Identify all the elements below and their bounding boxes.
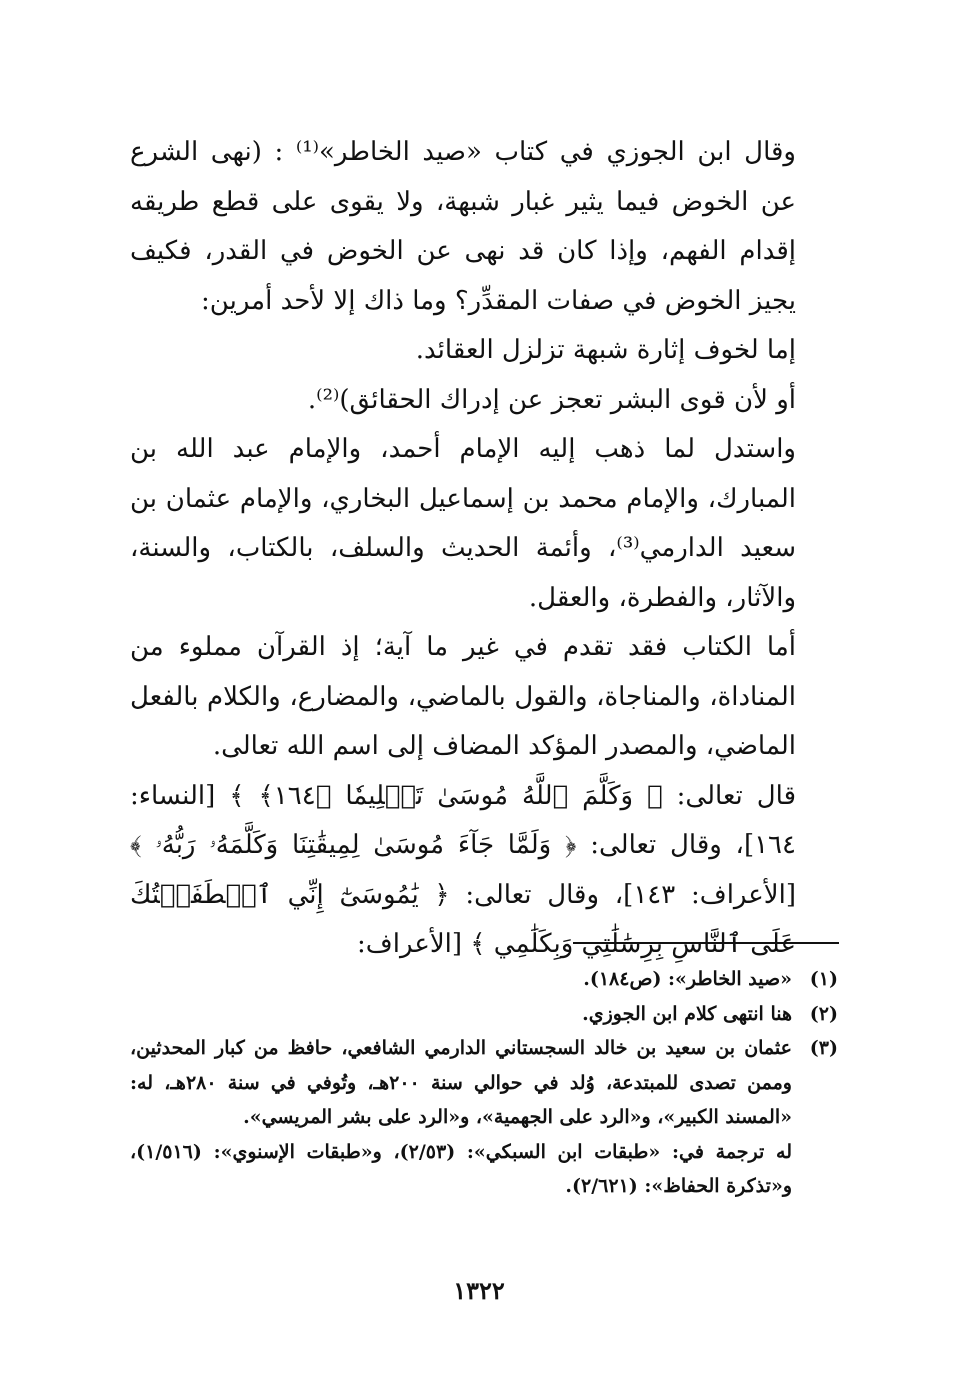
paragraph-ibn-jawzi-quote: وقال ابن الجوزي في كتاب «صيد الخاطر»⁽¹⁾ : (نهى الشرع عن الخوض فيما يثير غبار شبهة، ولا يقوى على قطع طريقه إقدام الفهم، وإذا كان قد نهى عن الخوض في القدر، فكيف يجيز الخوض في صفات المقدِّر؟ وما ذاك إلا لأحد أمرين: — [130, 137, 796, 316]
footnote-item — [130, 962, 840, 997]
footnote-text: «صيد الخاطر»: (ص١٨٤). — [583, 968, 792, 990]
paragraph-quran-verses: قال تعالى: ﴿ وَكَلَّمَ ٱللَّهُ مُوسَىٰ تَكۡلِيمٗا ﴿١٦٤﴾ ﴾ [النساء: ١٦٤]، وقال تعالى: ﴿ وَلَمَّا جَآءَ مُوسَىٰ لِمِيقَٰتِنَا وَكَلَّمَهُۥ رَبُّهُۥ ﴾ [الأعراف: ١٤٣]، وقال تعالى: ﴿ يَٰمُوسَىٰٓ إِنِّي ٱصۡطَفَيۡتُكَ عَلَى ٱلنَّاسِ بِرِسَٰلَٰتِي وَبِكَلَٰمِي ﴾ [الأعراف: — [130, 780, 797, 959]
footnote-continuation: له ترجمة في: «طبقات ابن السبكي»: (٢/٥٣)، و«طبقات الإسنوي»: (١/٥١٦)، و«تذكرة الحفاظ»: (٢/٦٢١). — [130, 1140, 792, 1197]
page-number: ١٣٢٢ — [453, 1276, 505, 1305]
footnote-text: هنا انتهى كلام ابن الجوزي. — [582, 1002, 792, 1025]
footnote-number: (١) — [809, 968, 838, 990]
paragraph-second-reason: أو لأن قوى البشر تعجز عن إدراك الحقائق)⁽²⁾. — [307, 384, 796, 415]
main-text — [130, 128, 840, 970]
footnote-number: (٢) — [809, 1002, 838, 1025]
footnotes — [130, 962, 840, 1204]
paragraph-first-reason: إما لخوف إثارة شبهة تزلزل العقائد. — [415, 335, 796, 365]
footnote-divider — [573, 942, 839, 944]
footnote-number: (٣) — [809, 1037, 838, 1059]
paragraph-imams-evidence: واستدل لما ذهب إليه الإمام أحمد، والإمام عبد الله بن المبارك، والإمام محمد بن إسماعيل البخاري، والإمام عثمان بن سعيد الدارمي⁽³⁾، وأئمة الحديث والسلف، بالكتاب، والسنة، والآثار، والفطرة، والعقل. — [130, 434, 796, 613]
footnote-text: عثمان بن سعيد بن خالد السجستاني الدارمي الشافعي، حافظ من كبار المحدثين، وممن تصدى للمبتدعة، وُلد في حوالي سنة ٢٠٠هـ، وتُوفي في سنة ٢٨٠هـ، له: «المسند الكبير»، و«الرد على الجهمية»، و«الرد على بشر المريسي». — [130, 1037, 792, 1128]
paragraph-book-evidence: أما الكتاب فقد تقدم في غير ما آية؛ إذ القرآن مملوء من المناداة، والمناجاة، والقول بالماضي، والمضارع، والكلام بالفعل الماضي، والمصدر المؤكد المضاف إلى اسم الله تعالى. — [130, 632, 796, 761]
footnote-item — [130, 1031, 840, 1135]
footnote-item — [130, 997, 840, 1032]
